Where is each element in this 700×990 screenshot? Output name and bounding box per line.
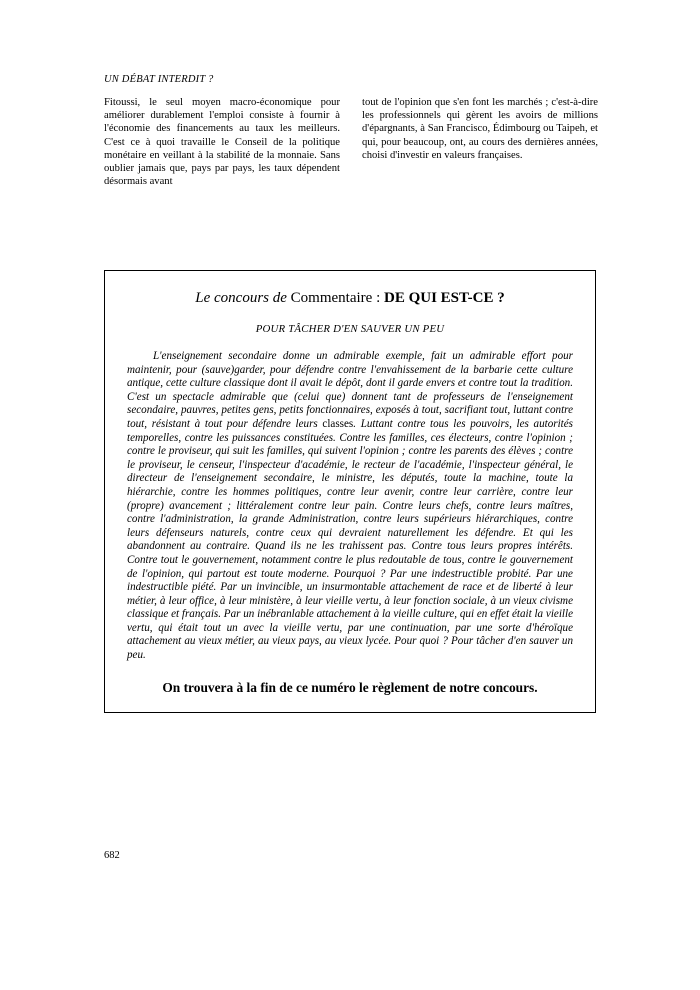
contest-body-part2: . Luttant contre tous les pouvoirs, les autorités temporelles, contre les puissances constituées. Contre les familles, ces électeurs, contre l'opinion ; contre le proviseur, qui suit les familles, qui suivent l'opinion ; contre les parents des élèves ; contre le proviseur, le censeur, l'inspecteur d'académie, le recteur de l'académie, l'inspecteur général, le directeur de l'enseignement secondaire, le ministre, les députés, toute la machine, toute la hiérarchie, contre les hommes politiques, contre leur avenir, contre leur carrière, contre leur (propre) avancement ; littéralement contre leur pain. Contre leurs chefs, contre leurs maîtres, contre l'administration, la grande Administration, contre leurs supérieurs hiérarchiques, contre leurs défenseurs naturels, contre ceux qui devraient naturellement les défendre. Et qui les abandonnent au contraire. Quand ils ne les trahissent pas. Contre tous leurs propres intérêts. Contre tout le gouvernement, notamment contre le plus redoutable de tous, contre le gouvernement de l'opinion, qui partout est toute moderne. Pourquoi ? Par une indestructible probité. Par une indestructible piété. Par un invincible, un insurmontable attachement de race et de liberté à leur métier, à leur office, à leur ministère, à leur vieille vertu, à leur fonction sociale, à un vieux civisme classique et français. Par un inébranlable attachement à la vieille culture, qui en effet était la vieille vertu, qui était tout un avec la vieille vertu, par une continuation, par une sorte d'héroïque attachement au vieux métier, au vieux pays, au vieux lycée. Pour quoi ? Pour tâcher d'en sauver un peu. bbox=[127, 417, 573, 662]
column-right: tout de l'opinion que s'en font les marchés ; c'est-à-dire les professionnels qui gèrent les avoirs de millions d'épargnants, à San Francisco, Édimbourg ou Taipeh, et qui, pour beaucoup, ont, au cours des dernières années, choisi d'investir en valeurs françaises. bbox=[362, 97, 598, 161]
two-column-text bbox=[104, 96, 598, 188]
page-number: 682 bbox=[104, 850, 120, 861]
contest-title-bold: DE QUI EST-CE ? bbox=[383, 290, 505, 306]
contest-box bbox=[104, 270, 596, 713]
contest-body-upright-word: classes bbox=[322, 417, 354, 430]
contest-title-italic: Le concours de bbox=[195, 290, 291, 306]
contest-subtitle: POUR TÂCHER D'EN SAUVER UN PEU bbox=[255, 323, 445, 335]
contest-body-part1: L'enseignement secondaire donne un admirable exemple, fait un admirable effort pour maintenir, pour (sauve)garder, pour défendre contre l'envahissement de la barbarie cette culture antique, cette culture classique dont il avait le dépôt, dont il garde envers et contre tout la tradition. C'est un spectacle admirable que (celui que) donnent tant de professeurs de l'enseignement secondaire, pauvres, petites gens, petits fonctionnaires, exposés à tout, sacrifiant tout, luttant contre tout, résistant à tout pour défendre leurs bbox=[127, 350, 573, 430]
contest-title-regular: Commentaire : bbox=[290, 290, 384, 306]
contest-title bbox=[127, 290, 573, 307]
column-left: Fitoussi, le seul moyen macro-économique pour améliorer durablement l'emploi consiste à fournir à l'économie des financements au taux les meilleurs. C'est ce à quoi travaille le Conseil de la politique monétaire en veillant à la stabilité de la monnaie. Sans oublier jamais que, pays par pays, les taux dépendent désormais avant bbox=[104, 97, 340, 188]
contest-footer: On trouvera à la fin de ce numéro le règlement de notre concours. bbox=[162, 679, 538, 695]
running-head: UN DÉBAT INTERDIT ? bbox=[104, 74, 214, 85]
contest-body bbox=[127, 350, 573, 663]
